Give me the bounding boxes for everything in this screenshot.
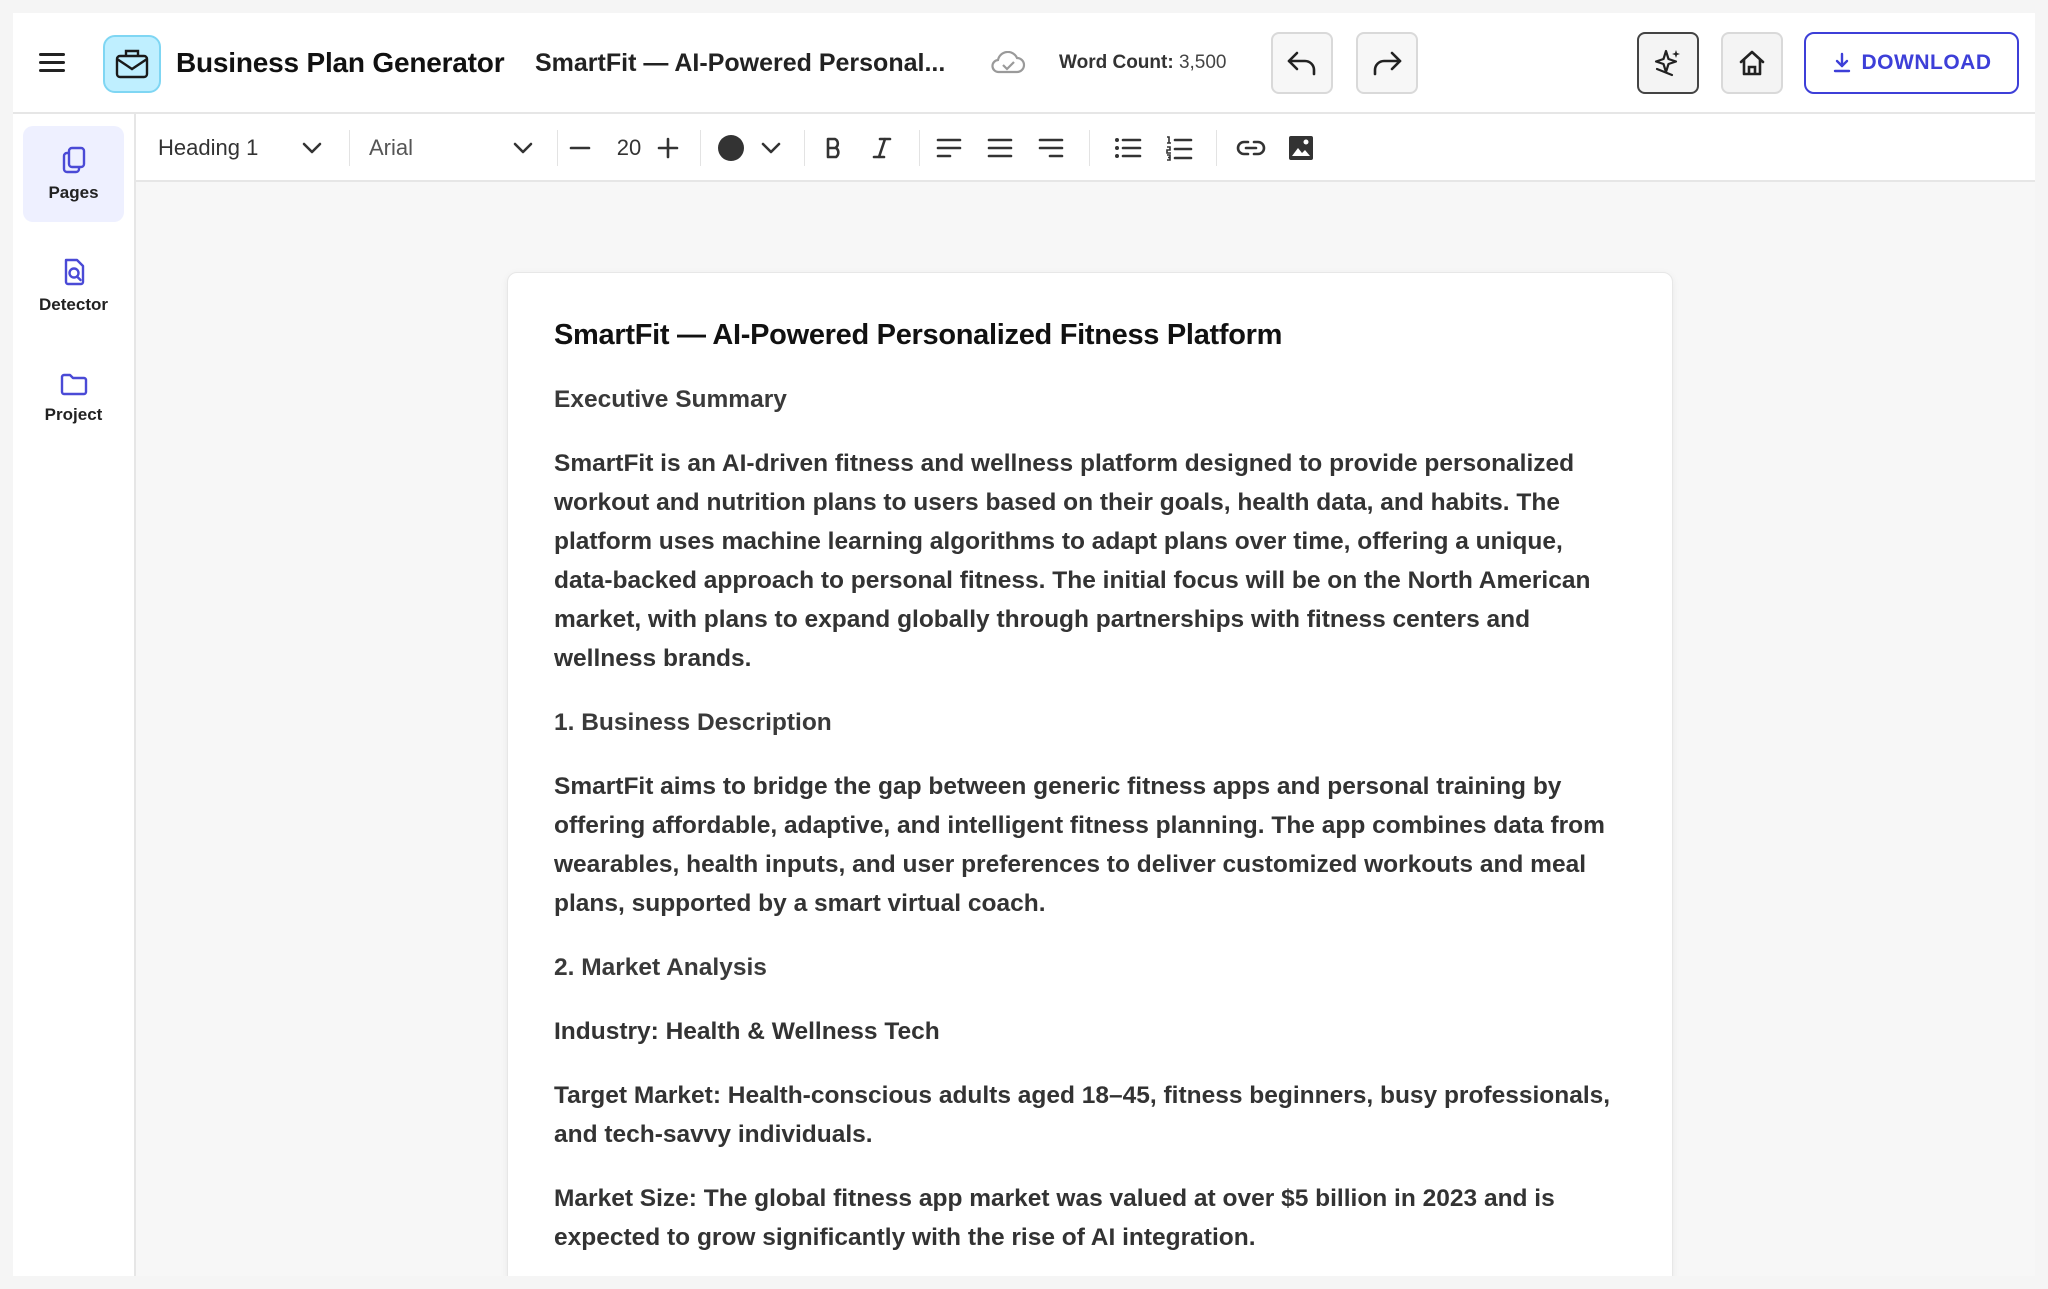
chevron-down-icon <box>760 141 782 155</box>
section-heading[interactable]: 2. Market Analysis <box>554 954 767 981</box>
undo-button[interactable] <box>1271 32 1333 94</box>
italic-button[interactable] <box>872 114 898 182</box>
paragraph[interactable]: Target Market: Health-conscious adults aged 18–45, fitness beginners, busy professionals, and tech-savvy individuals. <box>554 1082 1611 1148</box>
top-bar <box>13 13 2035 114</box>
home-icon <box>1737 48 1767 78</box>
plus-icon <box>657 137 679 159</box>
text-color-picker[interactable] <box>716 114 786 182</box>
home-button[interactable] <box>1721 32 1783 94</box>
sidebar-item-pages[interactable] <box>23 126 124 222</box>
align-left-button[interactable] <box>936 114 966 182</box>
sparkle-icon <box>1652 47 1684 79</box>
app-title: Business Plan Generator <box>176 47 505 78</box>
download-button[interactable] <box>1804 32 2019 94</box>
folder-icon <box>59 371 89 397</box>
insert-link-button[interactable] <box>1236 114 1268 182</box>
insert-image-button[interactable] <box>1288 114 1318 182</box>
document-title[interactable]: SmartFit — AI-Powered Personal... <box>535 49 946 77</box>
undo-icon <box>1286 49 1318 77</box>
mailbox-icon <box>114 47 150 81</box>
sidebar-item-label: Pages <box>48 183 99 202</box>
image-icon <box>1288 135 1314 161</box>
align-left-icon <box>936 137 962 159</box>
paragraph[interactable]: SmartFit aims to bridge the gap between generic fitness apps and personal training by offering affordable, adaptive, and intelligent fitness planning. The app combines data from wearables, health inputs, and user preferences to deliver customized workouts and meal plans, supported by a smart virtual coach. <box>554 773 1605 917</box>
paragraph[interactable]: SmartFit is an AI-driven fitness and wellness platform designed to provide personalized workout and nutrition plans to users based on their goals, health data, and habits. The platform uses machine learning algorithms to adapt plans over time, offering a unique, data-backed approach to personal fitness. The initial focus will be on the North American market, with plans to expand globally through partnerships with fitness centers and wellness brands. <box>554 450 1591 672</box>
detector-icon <box>60 257 88 287</box>
app-logo-icon <box>103 35 161 93</box>
app-window <box>13 13 2035 1276</box>
formatting-toolbar <box>136 114 2035 182</box>
font-family-value: Arial <box>369 135 414 160</box>
bold-button[interactable] <box>824 114 850 182</box>
hamburger-menu-icon[interactable] <box>37 49 67 79</box>
align-right-button[interactable] <box>1038 114 1068 182</box>
word-count-label: Word Count: <box>1059 52 1174 73</box>
section-heading[interactable]: Executive Summary <box>554 386 787 413</box>
chevron-down-icon <box>301 141 323 155</box>
align-right-icon <box>1038 137 1064 159</box>
sidebar-item-project[interactable] <box>23 350 124 446</box>
bullet-list-button[interactable] <box>1114 114 1144 182</box>
redo-icon <box>1371 49 1403 77</box>
sidebar <box>13 114 136 1276</box>
align-center-button[interactable] <box>987 114 1017 182</box>
font-size-increase-button[interactable] <box>657 114 687 182</box>
minus-icon <box>569 146 591 150</box>
chevron-down-icon <box>512 141 534 155</box>
numbered-list-button[interactable] <box>1165 114 1195 182</box>
font-family-select[interactable] <box>369 114 544 182</box>
italic-icon <box>872 136 892 160</box>
sidebar-item-detector[interactable] <box>23 238 124 334</box>
download-icon <box>1832 52 1852 74</box>
download-label: DOWNLOAD <box>1861 51 1992 74</box>
document-heading[interactable]: SmartFit — AI-Powered Personalized Fitness Platform <box>554 319 1283 351</box>
numbered-list-icon <box>1165 135 1193 161</box>
document-page[interactable] <box>507 272 1673 1276</box>
font-size-value[interactable] <box>611 114 647 182</box>
bullet-list-icon <box>1114 136 1142 160</box>
redo-button[interactable] <box>1356 32 1418 94</box>
sidebar-item-label: Detector <box>39 295 108 314</box>
paragraph[interactable]: Market Size: The global fitness app market was valued at over $5 billion in 2023 and is expected to grow significantly with the rise of AI integration. <box>554 1185 1555 1251</box>
sidebar-item-label: Project <box>44 405 103 424</box>
ai-sparkle-button[interactable] <box>1637 32 1699 94</box>
font-size-text: 20 <box>616 135 642 160</box>
align-center-icon <box>987 137 1013 159</box>
color-swatch-icon <box>716 133 746 163</box>
paragraph[interactable]: Industry: Health & Wellness Tech <box>554 1018 940 1045</box>
word-count <box>1059 52 1227 74</box>
text-style-value: Heading 1 <box>158 135 259 160</box>
pages-icon <box>60 145 88 175</box>
cloud-saved-icon <box>990 51 1026 80</box>
font-size-decrease-button[interactable] <box>569 114 599 182</box>
text-style-select[interactable] <box>158 114 333 182</box>
word-count-value: 3,500 <box>1178 52 1227 73</box>
editor-canvas <box>136 182 2035 1276</box>
section-heading[interactable]: 1. Business Description <box>554 709 832 736</box>
link-icon <box>1236 139 1266 157</box>
bold-icon <box>824 136 844 160</box>
